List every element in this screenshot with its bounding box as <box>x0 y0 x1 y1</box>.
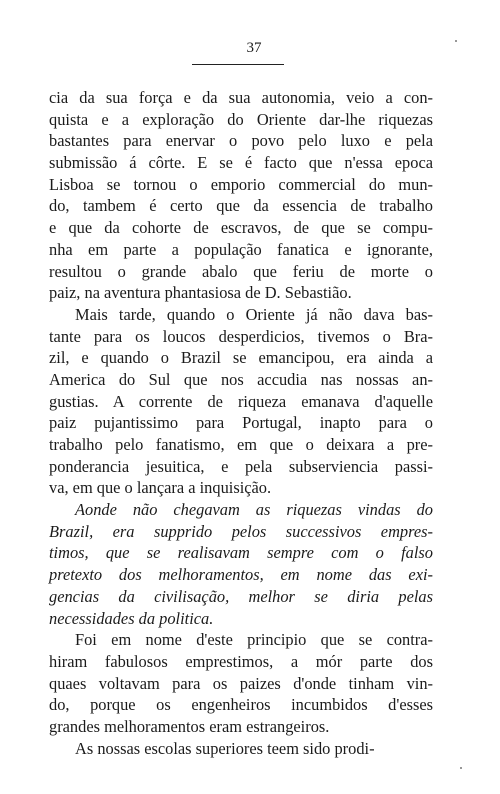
paragraph <box>49 738 433 760</box>
paper-speck <box>455 40 457 42</box>
text-line: do, porque os engenheiros incumbidos d'esses <box>49 695 433 715</box>
text-line: As nossas escolas superiores teem sido prodi- <box>75 738 375 758</box>
page-number: 37 <box>246 40 262 56</box>
paragraph <box>49 499 433 629</box>
text-line: Mais tarde, quando o Oriente já não dava bas- <box>75 304 433 324</box>
text-line: gustias. A corrente de riqueza emanava d'aquelle <box>49 391 433 411</box>
paragraph <box>49 87 433 304</box>
text-line: quista e a exploração do Oriente dar-lhe riquezas <box>49 109 433 129</box>
text-line: zil, e quando o Brazil se emancipou, era ainda a <box>49 348 433 368</box>
text-line: nha em parte a população fanatica e ignorante, <box>49 239 433 259</box>
text-line: America do Sul que nos accudia nas nossas an- <box>49 369 433 389</box>
text-line: gencias da civilisação, melhor se diria pelas <box>49 586 433 606</box>
text-line: va, em que o lançara a inquisição. <box>49 478 272 498</box>
paper-speck <box>460 767 462 769</box>
header-rule <box>192 64 284 65</box>
text-line: do, tambem é certo que da essencia de trabalho <box>49 196 433 216</box>
text-line: grandes melhoramentos eram estrangeiros. <box>49 716 330 736</box>
text-line: cia da sua força e da sua autonomia, veio a con- <box>49 88 433 107</box>
text-line: timos, que se realisavam sempre com o falso <box>49 543 433 563</box>
text-line: hiram fabulosos emprestimos, a mór parte dos <box>49 651 433 671</box>
text-line: tante para os loucos desperdicios, tivemos o Bra- <box>49 326 433 346</box>
paragraph <box>49 304 433 499</box>
body-text <box>49 87 433 759</box>
text-line: quaes voltavam para os paizes d'onde tinham vin- <box>49 673 433 693</box>
text-line: trabalho pelo fanatismo, em que o deixara a pre- <box>49 435 433 454</box>
text-line: bastantes para enervar o povo pelo luxo e pela <box>49 131 433 151</box>
text-line: resultou o grande abalo que feriu de morte o <box>49 261 433 281</box>
text-line: e que da cohorte de escravos, de que se compu- <box>49 218 433 238</box>
text-line: pretexto dos melhoramentos, em nome das exi- <box>49 565 433 585</box>
text-line: paiz pujantissimo para Portugal, inapto para o <box>49 413 433 433</box>
text-line: Lisboa se tornou o emporio commercial do mun- <box>49 174 433 194</box>
text-line: ponderancia jesuitica, e pela subserviencia passi- <box>49 456 433 476</box>
text-line: Aonde não chegavam as riquezas vindas do <box>75 500 433 520</box>
text-line: Foi em nome d'este principio que se contra- <box>75 630 433 650</box>
text-line: paiz, na aventura phantasiosa de D. Sebastião. <box>49 283 352 303</box>
paragraph <box>49 629 433 737</box>
text-line: submissão á côrte. E se é facto que n'essa epoca <box>49 153 433 173</box>
text-line: Brazil, era supprido pelos successivos empres- <box>49 521 433 541</box>
text-line: necessidades da politica. <box>49 608 214 628</box>
